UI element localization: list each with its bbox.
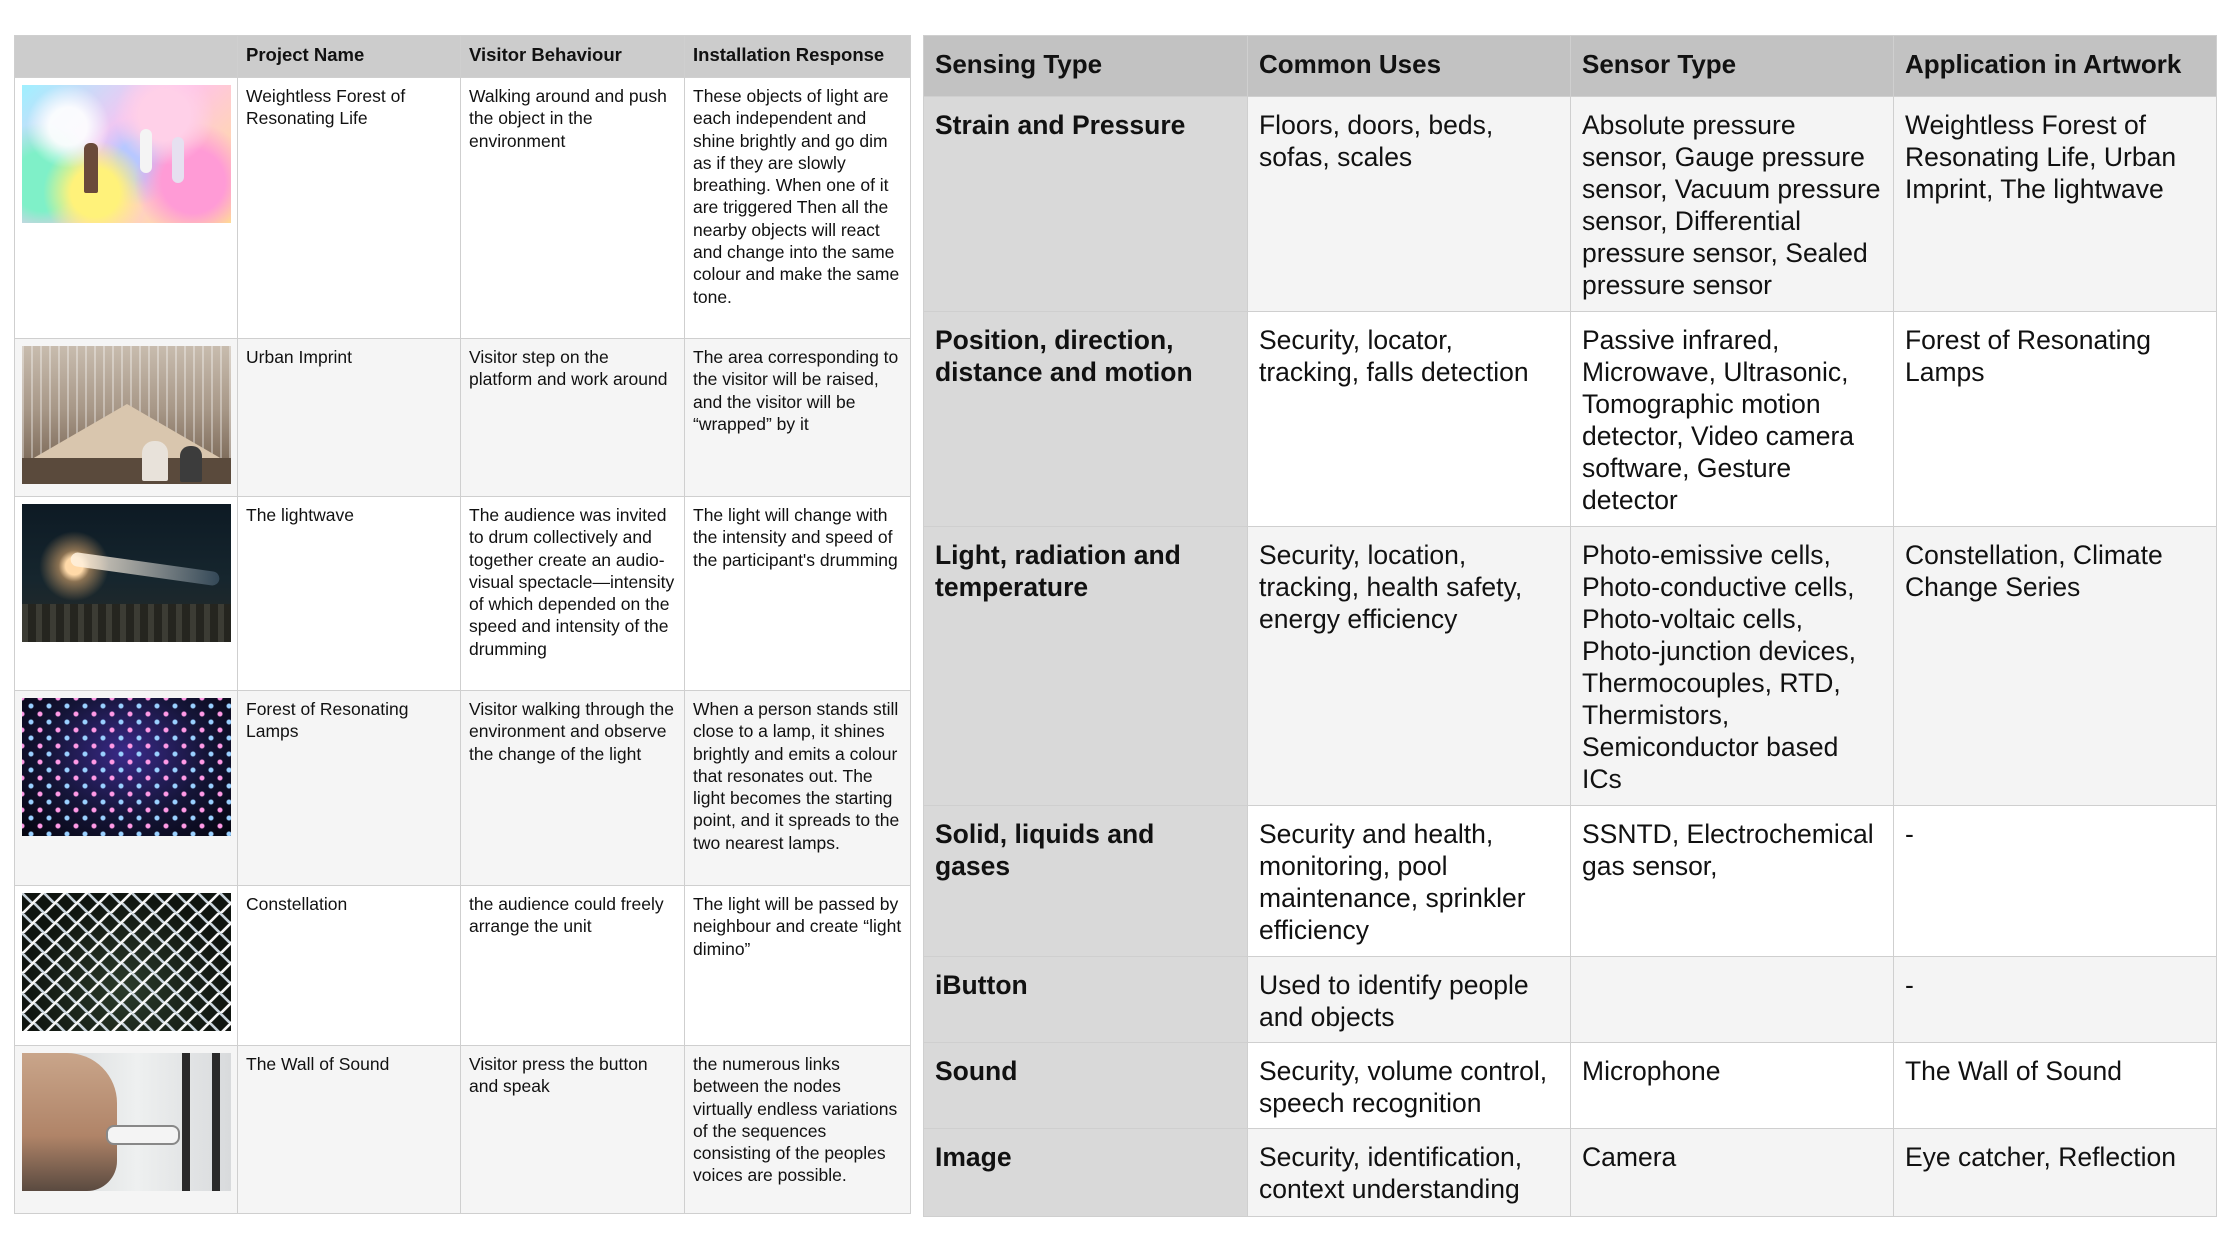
visitor-behaviour-cell: Visitor step on the platform and work around xyxy=(461,339,685,497)
project-name-cell: The lightwave xyxy=(238,497,461,691)
table-row xyxy=(15,78,911,339)
image-cell xyxy=(15,886,238,1046)
project-name-cell: Weightless Forest of Resonating Life xyxy=(238,78,461,339)
header-sensor-type: Sensor Type xyxy=(1571,36,1894,97)
sensor-type-cell: Passive infrared, Microwave, Ultrasonic, Tomographic motion detector, Video camera software, Gesture detector xyxy=(1571,312,1894,527)
visitor-behaviour-cell: Walking around and push the object in the environment xyxy=(461,78,685,339)
table-row xyxy=(15,339,911,497)
sensing-types-table xyxy=(923,35,2217,1217)
common-uses-cell: Security, volume control, speech recognition xyxy=(1248,1043,1571,1129)
resonating-lamps-image xyxy=(22,698,231,836)
header-visitor-behaviour: Visitor Behaviour xyxy=(461,36,685,78)
installation-response-cell: The light will change with the intensity and speed of the participant's drumming xyxy=(685,497,911,691)
wall-of-sound-image xyxy=(22,1053,231,1191)
project-name-cell: Constellation xyxy=(238,886,461,1046)
sensor-type-cell: Microphone xyxy=(1571,1043,1894,1129)
table-header-row xyxy=(15,36,911,78)
installation-response-cell: The area corresponding to the visitor will be raised, and the visitor will be “wrapped” by it xyxy=(685,339,911,497)
table-header-row xyxy=(924,36,2217,97)
table-row xyxy=(924,527,2217,806)
sensing-type-cell: iButton xyxy=(924,957,1248,1043)
table-row xyxy=(924,1129,2217,1217)
header-installation-response: Installation Response xyxy=(685,36,911,78)
installation-response-cell: The light will be passed by neighbour and create “light dimino” xyxy=(685,886,911,1046)
header-sensing-type: Sensing Type xyxy=(924,36,1248,97)
common-uses-cell: Used to identify people and objects xyxy=(1248,957,1571,1043)
application-cell: Weightless Forest of Resonating Life, Urban Imprint, The lightwave xyxy=(1894,97,2217,312)
visitor-behaviour-cell: Visitor press the button and speak xyxy=(461,1046,685,1214)
sensor-type-cell: Photo-emissive cells, Photo-conductive cells, Photo-voltaic cells, Photo-junction devices, Thermocouples, RTD, Thermistors, Semiconductor based ICs xyxy=(1571,527,1894,806)
project-name-cell: Forest of Resonating Lamps xyxy=(238,691,461,886)
constellation-image xyxy=(22,893,231,1031)
application-cell: Constellation, Climate Change Series xyxy=(1894,527,2217,806)
installation-projects-table xyxy=(14,35,911,1214)
table-row xyxy=(15,886,911,1046)
header-project-name: Project Name xyxy=(238,36,461,78)
table-row xyxy=(924,957,2217,1043)
sensing-type-cell: Position, direction, distance and motion xyxy=(924,312,1248,527)
table-row xyxy=(924,97,2217,312)
sensing-type-cell: Light, radiation and temperature xyxy=(924,527,1248,806)
urban-imprint-image xyxy=(22,346,231,484)
application-cell: - xyxy=(1894,806,2217,957)
installation-response-cell: These objects of light are each independent and shine brightly and go dim as if they are slowly breathing. When one of it are triggered Then all the nearby objects will react and change into the same colour and make the same tone. xyxy=(685,78,911,339)
visitor-behaviour-cell: Visitor walking through the environment and observe the change of the light xyxy=(461,691,685,886)
common-uses-cell: Security and health, monitoring, pool maintenance, sprinkler efficiency xyxy=(1248,806,1571,957)
project-name-cell: Urban Imprint xyxy=(238,339,461,497)
sensor-type-cell xyxy=(1571,957,1894,1043)
table-row xyxy=(924,1043,2217,1129)
project-name-cell: The Wall of Sound xyxy=(238,1046,461,1214)
visitor-behaviour-cell: The audience was invited to drum collectively and together create an audio-visual spectacle—intensity of which depended on the speed and intensity of the drumming xyxy=(461,497,685,691)
table-row xyxy=(924,312,2217,527)
sensor-type-cell: Absolute pressure sensor, Gauge pressure sensor, Vacuum pressure sensor, Differential pressure sensor, Sealed pressure sensor xyxy=(1571,97,1894,312)
sensing-type-cell: Solid, liquids and gases xyxy=(924,806,1248,957)
table-row xyxy=(15,691,911,886)
sensing-type-cell: Image xyxy=(924,1129,1248,1217)
lightwave-image xyxy=(22,504,231,642)
application-cell: Eye catcher, Reflection xyxy=(1894,1129,2217,1217)
image-cell xyxy=(15,339,238,497)
image-cell xyxy=(15,497,238,691)
sensing-type-cell: Strain and Pressure xyxy=(924,97,1248,312)
application-cell: - xyxy=(1894,957,2217,1043)
header-image xyxy=(15,36,238,78)
image-cell xyxy=(15,691,238,886)
table-row xyxy=(15,497,911,691)
header-application-in-artwork: Application in Artwork xyxy=(1894,36,2217,97)
application-cell: The Wall of Sound xyxy=(1894,1043,2217,1129)
image-cell xyxy=(15,78,238,339)
common-uses-cell: Security, identification, context understanding xyxy=(1248,1129,1571,1217)
visitor-behaviour-cell: the audience could freely arrange the unit xyxy=(461,886,685,1046)
common-uses-cell: Security, locator, tracking, falls detection xyxy=(1248,312,1571,527)
common-uses-cell: Floors, doors, beds, sofas, scales xyxy=(1248,97,1571,312)
sensor-type-cell: SSNTD, Electrochemical gas sensor, xyxy=(1571,806,1894,957)
installation-response-cell: When a person stands still close to a lamp, it shines brightly and emits a colour that resonates out. The light becomes the starting point, and it spreads to the two nearest lamps. xyxy=(685,691,911,886)
application-cell: Forest of Resonating Lamps xyxy=(1894,312,2217,527)
header-common-uses: Common Uses xyxy=(1248,36,1571,97)
table-row xyxy=(924,806,2217,957)
installation-response-cell: the numerous links between the nodes virtually endless variations of the sequences consisting of the peoples voices are possible. xyxy=(685,1046,911,1214)
sensing-type-cell: Sound xyxy=(924,1043,1248,1129)
table-row xyxy=(15,1046,911,1214)
common-uses-cell: Security, location, tracking, health safety, energy efficiency xyxy=(1248,527,1571,806)
sensor-type-cell: Camera xyxy=(1571,1129,1894,1217)
weightless-forest-image xyxy=(22,85,231,223)
image-cell xyxy=(15,1046,238,1214)
